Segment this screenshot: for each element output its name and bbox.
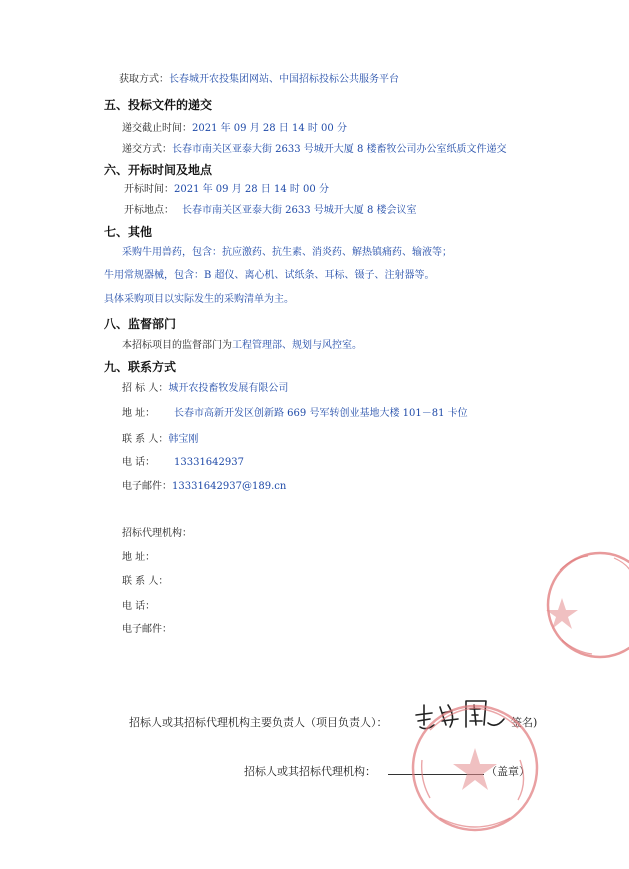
open-time-value: 2021 年 09 月 28 日 14 时 00 分 [174, 184, 329, 195]
contact-value: 韩宝刚 [168, 434, 199, 445]
section5-heading: 五、投标文件的递交 [104, 98, 213, 112]
section7-line3: 具体采购项目以实际发生的采购清单为主。 [104, 294, 294, 305]
agency-address-label: 地 址： [122, 552, 156, 563]
acquire-label: 获取方式： [119, 74, 169, 85]
agency-email-label: 电子邮件： [122, 624, 172, 635]
phone-line [122, 456, 244, 470]
agency-contact-label: 联 系 人： [122, 576, 169, 587]
address-value: 长春市高新开发区创新路 669 号军转创业基地大楼 101－81 卡位 [174, 408, 468, 419]
email-value: 13331642937@189.cn [172, 481, 287, 492]
agency-phone-label: 电 话： [122, 601, 156, 612]
signature-line1-suffix: 签名) [511, 716, 538, 729]
address-label: 地 址： [122, 408, 156, 419]
bidder-label: 招 标 人： [122, 383, 169, 394]
signature-line2-suffix: （盖章） [486, 765, 530, 778]
section6-heading: 六、开标时间及地点 [104, 163, 213, 177]
contact-label: 联 系 人： [122, 434, 169, 445]
open-place-line [124, 204, 417, 218]
email-label: 电子邮件： [122, 481, 172, 492]
open-time-line [124, 183, 329, 197]
section8-heading: 八、监督部门 [104, 317, 177, 331]
open-time-label: 开标时间： [124, 184, 174, 195]
bidder-line [122, 382, 288, 396]
contact-line [122, 433, 198, 447]
deadline-line [122, 122, 347, 136]
section7-line1: 采购牛用兽药，包含：抗应激药、抗生素、消炎药、解热镇痛药、输液等； [122, 247, 452, 258]
signature-line2-text: 招标人或其招标代理机构： [244, 765, 376, 778]
company-seal-stamp-lower [400, 690, 540, 845]
acquire-line [119, 73, 399, 87]
section9-heading: 九、联系方式 [104, 360, 177, 374]
section7-heading: 七、其他 [104, 225, 153, 239]
email-line [122, 480, 286, 494]
phone-value: 13331642937 [174, 457, 244, 468]
method-value: 长春市南关区亚泰大街 2633 号城开大厦 8 楼畜牧公司办公室纸质文件递交 [172, 144, 507, 155]
supervision-prefix: 本招标项目的监督部门为 [122, 340, 232, 351]
deadline-value: 2021 年 09 月 28 日 14 时 00 分 [192, 123, 347, 134]
acquire-value: 长春城开农投集团网站、中国招标投标公共服务平台 [169, 74, 399, 85]
signature-line1-text: 招标人或其招标代理机构主要负责人（项目负责人）： [129, 716, 388, 729]
agency-title: 招标代理机构： [122, 528, 192, 539]
open-place-value: 长春市南关区亚泰大街 2633 号城开大厦 8 楼会议室 [182, 205, 417, 216]
phone-label: 电 话： [122, 457, 156, 468]
deadline-label: 递交截止时间： [122, 123, 192, 134]
method-label: 递交方式： [122, 144, 172, 155]
address-line [122, 407, 468, 421]
section8-line1 [122, 339, 362, 353]
section7-line2: 牛用常规器械，包含：B 超仪、离心机、试纸条、耳标、镊子、注射器等。 [104, 270, 435, 281]
supervision-value: 工程管理部、规划与风控室。 [232, 340, 362, 351]
company-seal-stamp [532, 540, 629, 670]
bidder-value: 城开农投畜牧发展有限公司 [168, 383, 289, 394]
method-line [122, 143, 507, 157]
open-place-label: 开标地点： [124, 205, 174, 216]
